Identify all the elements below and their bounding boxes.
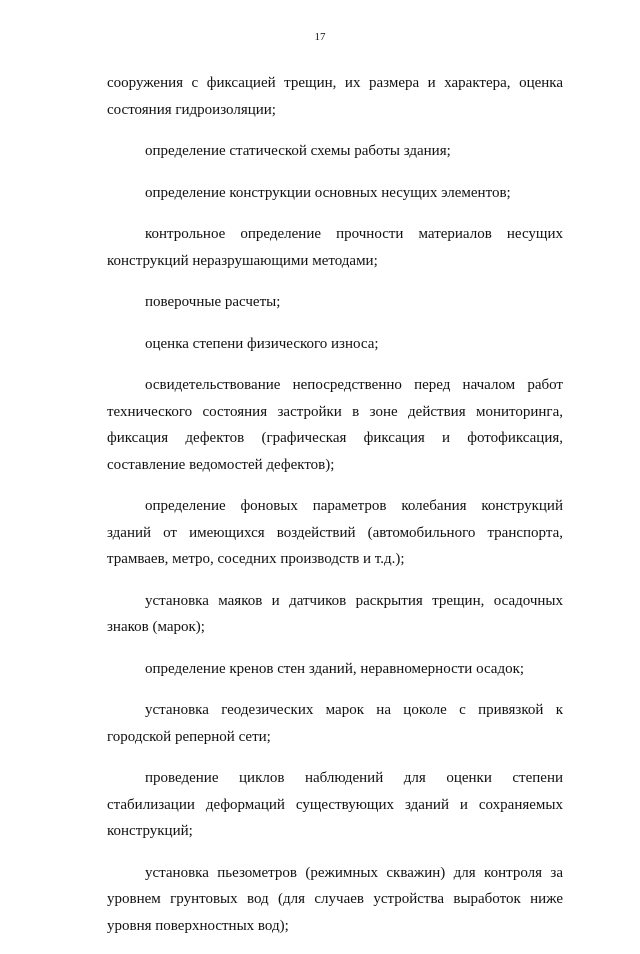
list-item-load-bearing-elements: определение конструкции основных несущих элементов; — [145, 184, 511, 201]
paragraph-continuation: сооружения с фиксацией трещин, их размера и характера, оценка состояния гидроизоляции; — [107, 75, 563, 118]
list-item-crack-sensors: установка маяков и датчиков раскрытия трещин, осадочных знаков (марок); — [107, 592, 563, 635]
list-item-pre-work-inspection: освидетельствование непосредственно перед началом работ технического состояния застройки в зоне действия мониторинга, фиксация дефектов (графическая фиксация и фотофиксация, составление ведомостей дефектов); — [107, 377, 563, 473]
list-item-piezometers: установка пьезометров (режимных скважин) для контроля за уровнем грунтовых вод (для случаев устройства выработок ниже уровня поверхностных вод); — [107, 864, 563, 934]
list-item-physical-wear: оценка степени физического износа; — [145, 335, 379, 352]
page-number: 17 — [314, 31, 326, 43]
list-item-material-strength: контрольное определение прочности материалов несущих конструкций неразрушающими методами; — [107, 226, 563, 269]
document-body — [107, 70, 563, 954]
list-item-verification-calculations: поверочные расчеты; — [145, 294, 281, 310]
list-item-observation-cycles: проведение циклов наблюдений для оценки степени стабилизации деформаций существующих зданий и сохраняемых конструкций; — [107, 770, 563, 839]
list-item-wall-tilt: определение кренов стен зданий, неравномерности осадок; — [145, 660, 525, 677]
list-item-vibration-background: определение фоновых параметров колебания конструкций зданий от имеющихся воздействий (автомобильного транспорта, трамваев, метро, соседних производств и т.д.); — [107, 498, 563, 567]
list-item-geodetic-marks: установка геодезических марок на цоколе с привязкой к городской реперной сети; — [107, 702, 563, 745]
list-item-static-scheme: определение статической схемы работы здания; — [145, 143, 451, 159]
